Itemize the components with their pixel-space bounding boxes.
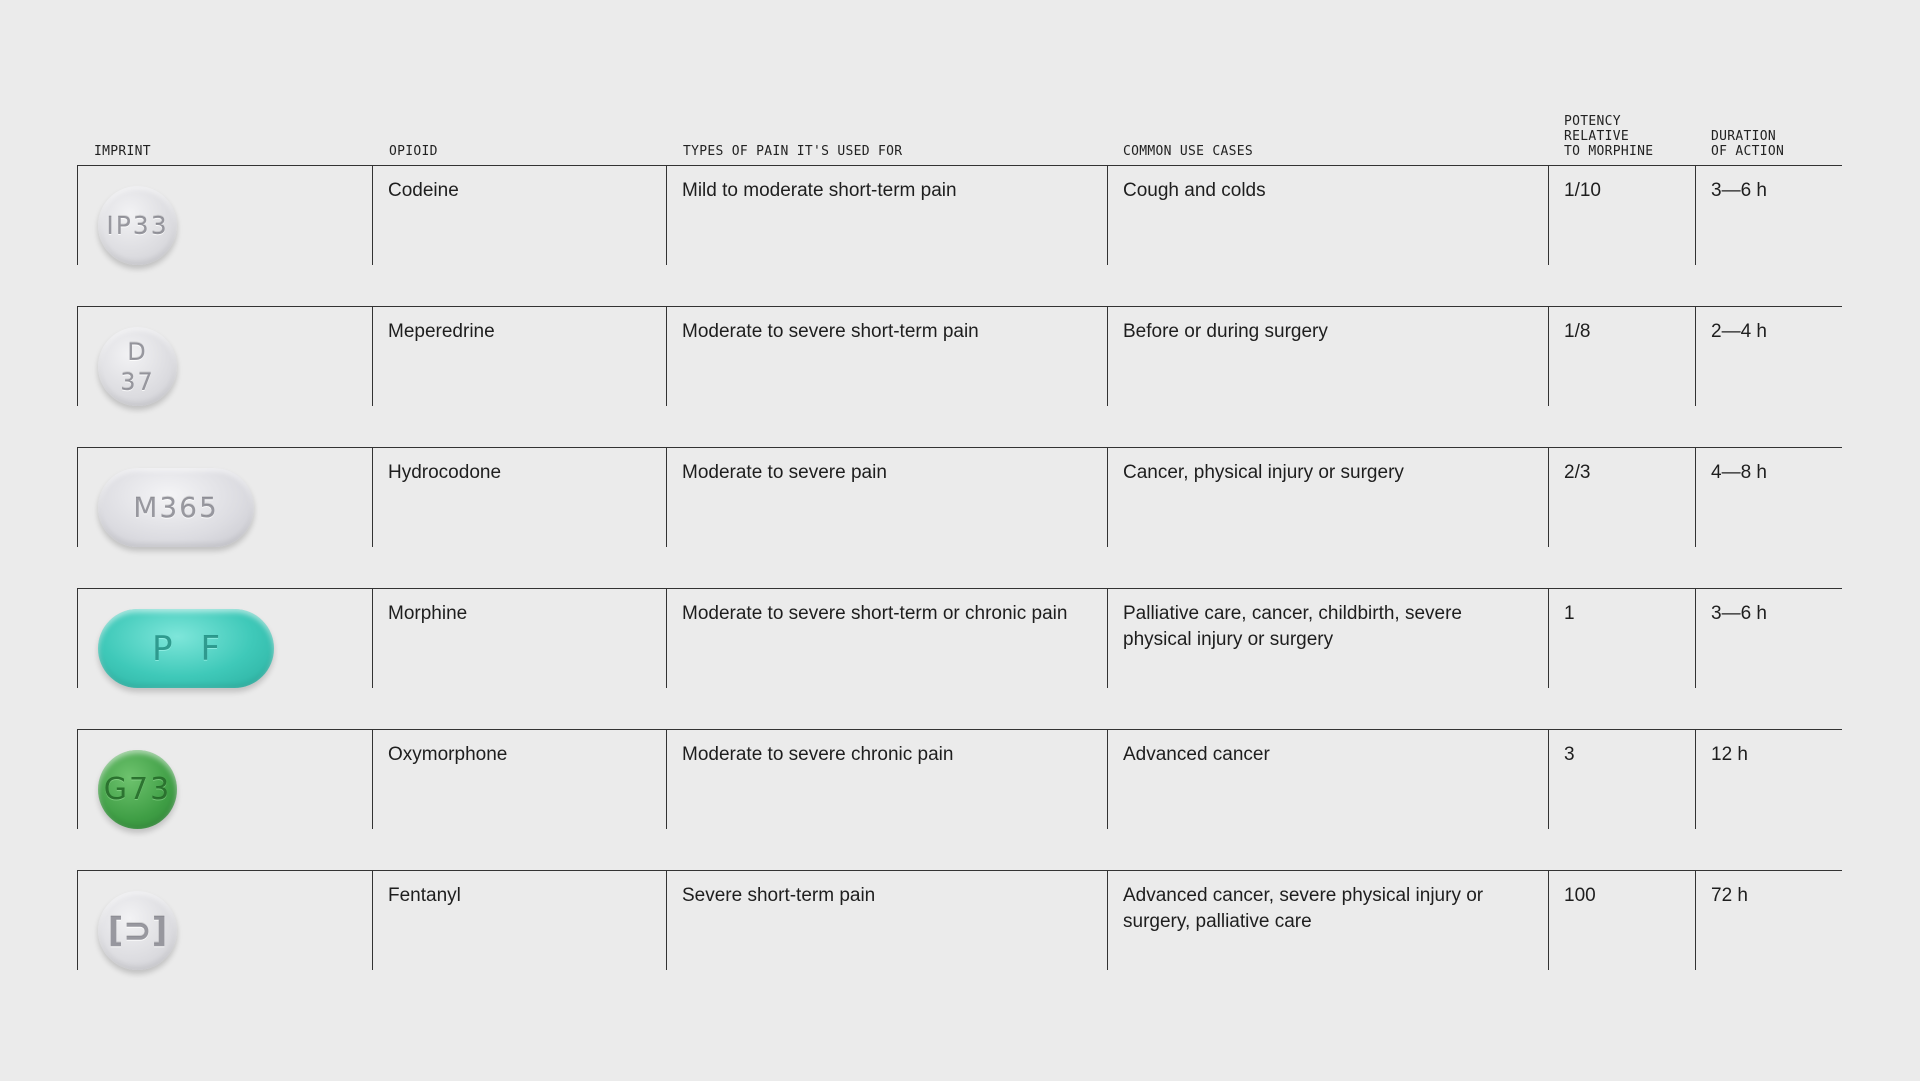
oval-teal-pill-icon: PF (98, 609, 274, 688)
opioid-cell: Fentanyl (372, 871, 666, 970)
header-opioid: OPIOID (389, 144, 438, 159)
round-green-pill-icon: G73 (98, 750, 177, 829)
header-uses: COMMON USE CASES (1123, 144, 1254, 159)
pain-cell: Mild to moderate short-term pain (666, 166, 1107, 265)
opioid-table (77, 107, 1842, 1011)
table-row (77, 306, 1842, 406)
pain-cell: Moderate to severe short-term or chronic pain (666, 589, 1107, 688)
opioid-cell: Oxymorphone (372, 730, 666, 829)
duration-cell: 2—4 h (1695, 307, 1842, 406)
uses-cell: Advanced cancer, severe physical injury or surgery, palliative care (1107, 871, 1548, 970)
imprint-cell (77, 166, 372, 265)
pain-cell: Moderate to severe pain (666, 448, 1107, 547)
imprint-cell (77, 589, 372, 688)
round-white-pill-icon: IP33 (98, 186, 177, 265)
opioid-cell: Hydrocodone (372, 448, 666, 547)
table-row (77, 447, 1842, 547)
uses-cell: Advanced cancer (1107, 730, 1548, 829)
header-duration: DURATION OF ACTION (1711, 129, 1785, 159)
imprint-cell (77, 871, 372, 970)
opioid-cell: Codeine (372, 166, 666, 265)
imprint-cell (77, 448, 372, 547)
table-header (77, 107, 1842, 165)
potency-cell: 3 (1548, 730, 1695, 829)
potency-cell: 100 (1548, 871, 1695, 970)
round-white-pill-icon: D 37 (98, 327, 177, 406)
header-potency: POTENCY RELATIVE TO MORPHINE (1564, 114, 1654, 159)
table-row (77, 729, 1842, 829)
uses-cell: Cancer, physical injury or surgery (1107, 448, 1548, 547)
imprint-cell (77, 730, 372, 829)
pain-cell: Moderate to severe short-term pain (666, 307, 1107, 406)
header-imprint: IMPRINT (94, 144, 151, 159)
uses-cell: Before or during surgery (1107, 307, 1548, 406)
potency-cell: 1 (1548, 589, 1695, 688)
duration-cell: 4—8 h (1695, 448, 1842, 547)
uses-cell: Palliative care, cancer, childbirth, severe physical injury or surgery (1107, 589, 1548, 688)
potency-cell: 1/10 (1548, 166, 1695, 265)
oval-white-pill-icon: M365 (98, 468, 254, 547)
duration-cell: 3—6 h (1695, 166, 1842, 265)
pain-cell: Moderate to severe chronic pain (666, 730, 1107, 829)
duration-cell: 12 h (1695, 730, 1842, 829)
table-row (77, 588, 1842, 688)
potency-cell: 1/8 (1548, 307, 1695, 406)
potency-cell: 2/3 (1548, 448, 1695, 547)
header-pain: TYPES OF PAIN IT'S USED FOR (683, 144, 903, 159)
uses-cell: Cough and colds (1107, 166, 1548, 265)
duration-cell: 72 h (1695, 871, 1842, 970)
round-white-pill-icon: [⊃] (98, 891, 177, 970)
duration-cell: 3—6 h (1695, 589, 1842, 688)
table-row (77, 165, 1842, 265)
opioid-cell: Morphine (372, 589, 666, 688)
table-row (77, 870, 1842, 970)
pain-cell: Severe short-term pain (666, 871, 1107, 970)
imprint-cell (77, 307, 372, 406)
opioid-cell: Meperedrine (372, 307, 666, 406)
